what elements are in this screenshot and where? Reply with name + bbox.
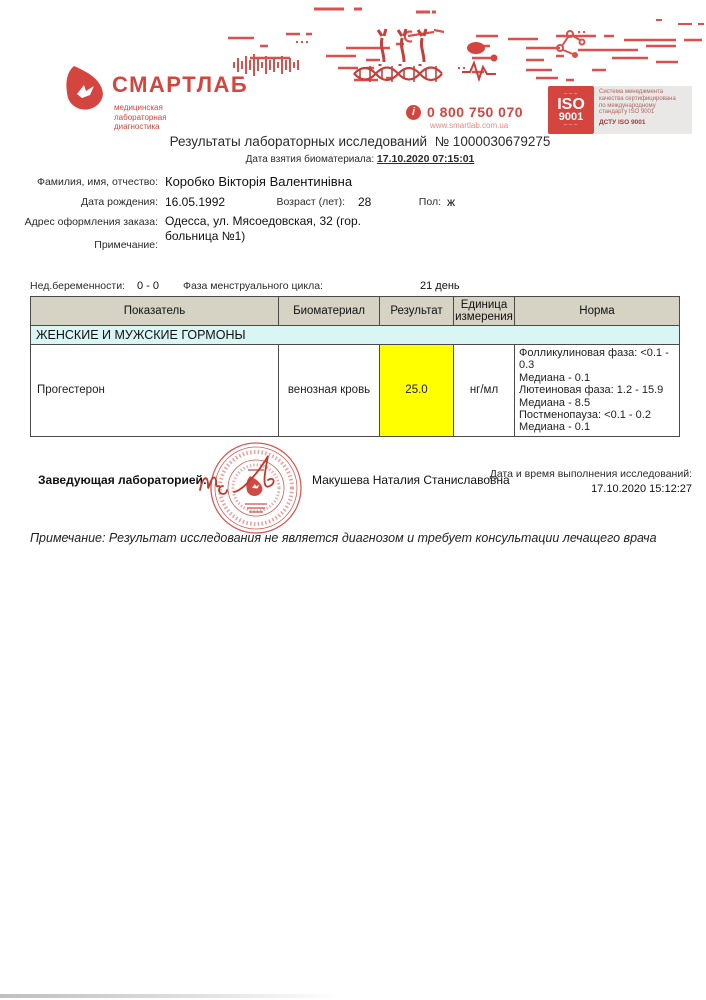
iso-text-line: стандарту ISO 9001 [599, 109, 655, 116]
pregnancy-weeks-label: Нед.беременности: [30, 280, 125, 292]
col-header-indicator: Показатель [31, 297, 279, 326]
tagline-line: лабораторная [114, 112, 167, 122]
head-signature [196, 448, 306, 508]
dna-icon [354, 66, 442, 82]
col-header-unit: Единица измерения [454, 297, 515, 326]
norm-line: Медиана - 0.1 [519, 421, 591, 434]
performed-datetime-value: 17.10.2020 15:12:27 [591, 483, 692, 495]
lab-head-name: Макушева Наталия Станиславовна [312, 473, 510, 487]
brand-tagline [114, 103, 167, 132]
iso-9001-seal-icon [548, 86, 594, 134]
pregnancy-weeks-value: 0 - 0 [137, 280, 160, 292]
birth-date-value: 16.05.1992 [165, 195, 226, 209]
performed-datetime-label: Дата и время выполнения исследований: [489, 468, 692, 480]
iso-certificate-text [594, 86, 692, 134]
section-title: ЖЕНСКИЕ И МУЖСКИЕ ГОРМОНЫ [31, 326, 680, 345]
order-address-label: Адрес оформления заказа: [24, 216, 158, 228]
age-value: 28 [358, 195, 372, 209]
col-header-norm: Норма [515, 297, 680, 326]
patient-name-value: Коробко Вікторія Валентинівна [165, 174, 353, 189]
smartlab-logo-drop-icon [60, 64, 106, 114]
biomaterial-cell: венозная кровь [279, 345, 380, 437]
norm-line: Постменопауза: <0.1 - 0.2 [519, 409, 651, 422]
patient-name-label: Фамилия, имя, отчество: [36, 176, 158, 188]
order-address-line2: больница №1) [165, 229, 246, 243]
cycle-phase-value: 21 день [420, 280, 460, 292]
scan-edge-artifact [0, 994, 340, 998]
norm-line: Медиана - 8.5 [519, 396, 591, 409]
sample-date-label: Дата взятия биоматериала: [245, 154, 375, 165]
norm-cell [515, 345, 680, 437]
age-label: Возраст (лет): [276, 196, 345, 208]
results-table [30, 296, 680, 437]
results-header-row [31, 297, 680, 326]
unit-cell: нг/мл [454, 345, 515, 437]
norm-line: Фолликулиновая фаза: <0.1 - 0.3 [519, 347, 669, 372]
section-row [31, 326, 680, 345]
iso-text-line: качества сертифицирована [599, 95, 676, 102]
lab-head-label: Заведующая лабораторией: [38, 473, 207, 487]
sample-date-value: 17.10.2020 07:15:01 [376, 153, 475, 165]
laurel-top: ⌢⌢⌢ [563, 91, 579, 97]
birth-date-label: Дата рождения: [81, 196, 158, 208]
lab-decoration-art [226, 6, 706, 86]
hotline-phone: 0 800 750 070 [427, 104, 524, 120]
title-text: Результаты лабораторных исследований [169, 134, 428, 149]
laurel-bottom: ⌣⌣⌣ [563, 122, 579, 128]
document-title [100, 134, 620, 149]
iso-text-line: Система менеджмента [599, 89, 664, 95]
website-url: www.smartlab.com.ua [430, 121, 509, 130]
disclaimer-note: Примечание: Результат исследования не является диагнозом и требует консультации лечащего врача [30, 531, 657, 545]
norm-line: Лютеиновая фаза: 1.2 - 15.9 [519, 384, 664, 397]
cycle-phase-label: Фаза менструального цикла: [183, 280, 323, 292]
tagline-line: медицинская [114, 103, 163, 112]
sex-value: ж [447, 195, 456, 209]
col-header-result: Результат [380, 297, 454, 326]
sample-date-line [100, 153, 620, 165]
info-icon: i [406, 105, 421, 120]
document-number: № 1000030679275 [434, 134, 551, 149]
brand-name: СМАРТЛАБ [112, 72, 249, 97]
iso-number: 9001 [558, 111, 584, 123]
sex-label: Пол: [418, 196, 441, 208]
patient-note-label: Примечание: [94, 239, 158, 251]
result-cell: 25.0 [380, 345, 454, 437]
norm-line: Медиана - 0.1 [519, 371, 591, 384]
iso-9001-badge [548, 86, 692, 134]
tagline-line: диагностика [114, 122, 160, 131]
iso-word: ISO [557, 96, 585, 113]
table-row [31, 345, 680, 437]
indicator-cell: Прогестерон [31, 345, 279, 437]
iso-dstu-line: ДСТУ ISO 9001 [599, 119, 646, 127]
order-address-line1: Одесса, ул. Мясоедовская, 32 (гор. [165, 214, 361, 228]
iso-text-line: по международному [599, 102, 656, 109]
col-header-biomaterial: Биоматериал [279, 297, 380, 326]
